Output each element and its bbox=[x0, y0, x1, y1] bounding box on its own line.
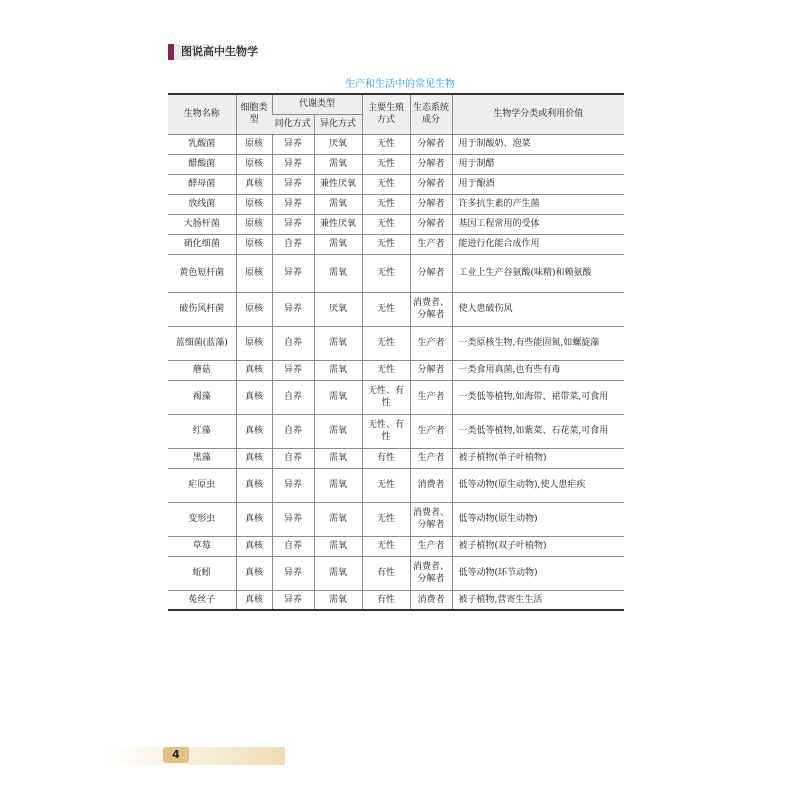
cell-name: 变形虫 bbox=[168, 502, 236, 536]
cell-name: 乳酸菌 bbox=[168, 134, 236, 154]
cell-assimilation: 异养 bbox=[272, 154, 314, 174]
cell-name: 大肠杆菌 bbox=[168, 214, 236, 234]
cell-reproduction: 无性 bbox=[362, 154, 410, 174]
cell-dissimilation: 需氧 bbox=[314, 326, 362, 360]
cell-dissimilation: 需氧 bbox=[314, 254, 362, 292]
cell-classification: 用于酿酒 bbox=[452, 174, 624, 194]
cell-assimilation: 自养 bbox=[272, 536, 314, 556]
cell-name: 放线菌 bbox=[168, 194, 236, 214]
cell-name: 硝化细菌 bbox=[168, 234, 236, 254]
cell-dissimilation: 需氧 bbox=[314, 154, 362, 174]
cell-ecosystem-role: 消费者、分解者 bbox=[410, 556, 452, 590]
cell-assimilation: 异养 bbox=[272, 194, 314, 214]
cell-ecosystem-role: 生产者 bbox=[410, 414, 452, 448]
table-row bbox=[168, 194, 624, 214]
cell-ecosystem-role: 消费者 bbox=[410, 590, 452, 610]
cell-reproduction: 无性、有性 bbox=[362, 414, 410, 448]
cell-type: 原核 bbox=[236, 326, 272, 360]
cell-name: 草莓 bbox=[168, 536, 236, 556]
cell-name: 破伤风杆菌 bbox=[168, 292, 236, 326]
cell-ecosystem-role: 分解者 bbox=[410, 134, 452, 154]
cell-classification: 基因工程常用的受体 bbox=[452, 214, 624, 234]
page-number: 4 bbox=[163, 747, 189, 763]
table-body bbox=[168, 134, 624, 610]
table-row bbox=[168, 154, 624, 174]
cell-dissimilation: 需氧 bbox=[314, 590, 362, 610]
cell-dissimilation: 需氧 bbox=[314, 448, 362, 468]
cell-assimilation: 异养 bbox=[272, 292, 314, 326]
cell-assimilation: 异养 bbox=[272, 214, 314, 234]
cell-type: 原核 bbox=[236, 194, 272, 214]
cell-dissimilation: 需氧 bbox=[314, 414, 362, 448]
cell-type: 真核 bbox=[236, 590, 272, 610]
cell-assimilation: 异养 bbox=[272, 468, 314, 502]
cell-type: 真核 bbox=[236, 414, 272, 448]
cell-assimilation: 自养 bbox=[272, 234, 314, 254]
col-header-assimilation: 同化方式 bbox=[272, 114, 314, 134]
cell-dissimilation: 厌氧 bbox=[314, 292, 362, 326]
cell-name: 疟原虫 bbox=[168, 468, 236, 502]
cell-type: 真核 bbox=[236, 380, 272, 414]
cell-assimilation: 自养 bbox=[272, 380, 314, 414]
table-title: 生产和生活中的常见生物 bbox=[345, 79, 455, 90]
cell-dissimilation: 兼性厌氧 bbox=[314, 174, 362, 194]
cell-dissimilation: 需氧 bbox=[314, 502, 362, 536]
table-row bbox=[168, 380, 624, 414]
cell-reproduction: 有性 bbox=[362, 590, 410, 610]
cell-reproduction: 无性 bbox=[362, 536, 410, 556]
cell-reproduction: 无性 bbox=[362, 134, 410, 154]
cell-classification: 低等动物(原生动物) bbox=[452, 502, 624, 536]
table-row bbox=[168, 234, 624, 254]
cell-assimilation: 自养 bbox=[272, 448, 314, 468]
cell-ecosystem-role: 分解者 bbox=[410, 194, 452, 214]
cell-ecosystem-role: 生产者 bbox=[410, 448, 452, 468]
cell-reproduction: 无性 bbox=[362, 468, 410, 502]
table-row bbox=[168, 536, 624, 556]
cell-ecosystem-role: 生产者 bbox=[410, 380, 452, 414]
cell-reproduction: 无性 bbox=[362, 254, 410, 292]
cell-ecosystem-role: 生产者 bbox=[410, 234, 452, 254]
cell-name: 黄色短杆菌 bbox=[168, 254, 236, 292]
cell-type: 真核 bbox=[236, 174, 272, 194]
cell-dissimilation: 兼性厌氧 bbox=[314, 214, 362, 234]
cell-classification: 一类低等植物,如海带、裙带菜,可食用 bbox=[452, 380, 624, 414]
table-row bbox=[168, 414, 624, 448]
table-row bbox=[168, 134, 624, 154]
cell-dissimilation: 需氧 bbox=[314, 234, 362, 254]
cell-ecosystem-role: 分解者 bbox=[410, 214, 452, 234]
cell-ecosystem-role: 消费者 bbox=[410, 468, 452, 502]
cell-name: 褐藻 bbox=[168, 380, 236, 414]
cell-name: 菟丝子 bbox=[168, 590, 236, 610]
cell-type: 原核 bbox=[236, 254, 272, 292]
table-row bbox=[168, 254, 624, 292]
cell-type: 原核 bbox=[236, 234, 272, 254]
cell-ecosystem-role: 分解者 bbox=[410, 254, 452, 292]
cell-dissimilation: 需氧 bbox=[314, 380, 362, 414]
col-header-reproduction: 主要生殖方式 bbox=[362, 94, 410, 134]
footer-band bbox=[105, 747, 285, 765]
cell-assimilation: 异养 bbox=[272, 556, 314, 590]
cell-assimilation: 异养 bbox=[272, 254, 314, 292]
cell-type: 真核 bbox=[236, 502, 272, 536]
table-row bbox=[168, 360, 624, 380]
cell-classification: 低等动物(环节动物) bbox=[452, 556, 624, 590]
table-row bbox=[168, 174, 624, 194]
col-header-classification: 生物学分类或利用价值 bbox=[452, 94, 624, 134]
table-row bbox=[168, 502, 624, 536]
cell-name: 红藻 bbox=[168, 414, 236, 448]
cell-assimilation: 自养 bbox=[272, 326, 314, 360]
table-row bbox=[168, 556, 624, 590]
cell-classification: 被子植物(单子叶植物) bbox=[452, 448, 624, 468]
cell-type: 真核 bbox=[236, 360, 272, 380]
cell-reproduction: 无性 bbox=[362, 214, 410, 234]
cell-type: 原核 bbox=[236, 154, 272, 174]
cell-name: 蚯蚓 bbox=[168, 556, 236, 590]
cell-name: 酵母菌 bbox=[168, 174, 236, 194]
table-row bbox=[168, 448, 624, 468]
cell-dissimilation: 需氧 bbox=[314, 468, 362, 502]
cell-type: 原核 bbox=[236, 134, 272, 154]
cell-reproduction: 有性 bbox=[362, 556, 410, 590]
cell-classification: 低等动物(原生动物),使人患疟疾 bbox=[452, 468, 624, 502]
cell-dissimilation: 厌氧 bbox=[314, 134, 362, 154]
cell-type: 真核 bbox=[236, 448, 272, 468]
cell-dissimilation: 需氧 bbox=[314, 536, 362, 556]
header-accent-stripe bbox=[168, 44, 174, 60]
cell-assimilation: 异养 bbox=[272, 502, 314, 536]
cell-classification: 被子植物,营寄生生活 bbox=[452, 590, 624, 610]
cell-reproduction: 无性 bbox=[362, 292, 410, 326]
cell-ecosystem-role: 生产者 bbox=[410, 536, 452, 556]
cell-reproduction: 无性、有性 bbox=[362, 380, 410, 414]
cell-classification: 使人患破伤风 bbox=[452, 292, 624, 326]
cell-ecosystem-role: 消费者、分解者 bbox=[410, 502, 452, 536]
cell-reproduction: 无性 bbox=[362, 360, 410, 380]
cell-assimilation: 异养 bbox=[272, 174, 314, 194]
cell-type: 真核 bbox=[236, 556, 272, 590]
col-header-name: 生物名称 bbox=[168, 94, 236, 134]
organism-table bbox=[168, 93, 624, 611]
cell-assimilation: 自养 bbox=[272, 414, 314, 448]
cell-reproduction: 无性 bbox=[362, 326, 410, 360]
cell-classification: 一类原核生物,有些能固氮,如螺旋藻 bbox=[452, 326, 624, 360]
cell-reproduction: 无性 bbox=[362, 502, 410, 536]
cell-reproduction: 无性 bbox=[362, 234, 410, 254]
cell-type: 原核 bbox=[236, 292, 272, 326]
cell-ecosystem-role: 消费者、分解者 bbox=[410, 292, 452, 326]
cell-reproduction: 有性 bbox=[362, 448, 410, 468]
cell-ecosystem-role: 分解者 bbox=[410, 360, 452, 380]
cell-type: 真核 bbox=[236, 468, 272, 502]
cell-classification: 许多抗生素的产生菌 bbox=[452, 194, 624, 214]
cell-reproduction: 无性 bbox=[362, 174, 410, 194]
cell-classification: 工业上生产谷氨酸(味精)和赖氨酸 bbox=[452, 254, 624, 292]
table-row bbox=[168, 590, 624, 610]
table-row bbox=[168, 326, 624, 360]
cell-dissimilation: 需氧 bbox=[314, 556, 362, 590]
cell-ecosystem-role: 分解者 bbox=[410, 174, 452, 194]
cell-classification: 能进行化能合成作用 bbox=[452, 234, 624, 254]
table-row bbox=[168, 468, 624, 502]
cell-dissimilation: 需氧 bbox=[314, 360, 362, 380]
col-header-dissimilation: 异化方式 bbox=[314, 114, 362, 134]
cell-name: 黑藻 bbox=[168, 448, 236, 468]
cell-name: 蘑菇 bbox=[168, 360, 236, 380]
col-header-metabolism: 代谢类型 bbox=[272, 94, 362, 114]
cell-assimilation: 异养 bbox=[272, 134, 314, 154]
col-header-ecosystem-role: 生态系统成分 bbox=[410, 94, 452, 134]
cell-reproduction: 无性 bbox=[362, 194, 410, 214]
table-row bbox=[168, 214, 624, 234]
cell-assimilation: 异养 bbox=[272, 360, 314, 380]
cell-name: 蓝细菌(蓝藻) bbox=[168, 326, 236, 360]
cell-type: 原核 bbox=[236, 214, 272, 234]
cell-classification: 用于制酸奶、泡菜 bbox=[452, 134, 624, 154]
cell-ecosystem-role: 分解者 bbox=[410, 154, 452, 174]
cell-dissimilation: 需氧 bbox=[314, 194, 362, 214]
cell-ecosystem-role: 生产者 bbox=[410, 326, 452, 360]
book-title: 图说高中生物学 bbox=[181, 45, 258, 58]
table-row bbox=[168, 292, 624, 326]
cell-classification: 用于制醋 bbox=[452, 154, 624, 174]
cell-classification: 一类低等植物,如紫菜、石花菜,可食用 bbox=[452, 414, 624, 448]
col-header-cell-type: 细胞类型 bbox=[236, 94, 272, 134]
cell-classification: 一类食用真菌,也有些有毒 bbox=[452, 360, 624, 380]
cell-assimilation: 异养 bbox=[272, 590, 314, 610]
cell-classification: 被子植物(双子叶植物) bbox=[452, 536, 624, 556]
cell-name: 醋酸菌 bbox=[168, 154, 236, 174]
cell-type: 真核 bbox=[236, 536, 272, 556]
